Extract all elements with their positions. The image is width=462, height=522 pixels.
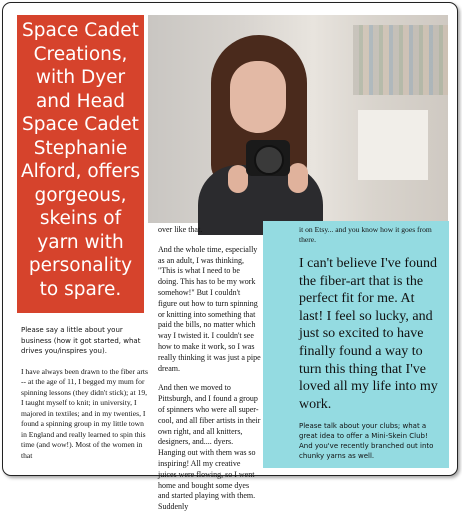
portrait-photo <box>148 15 448 223</box>
col2-para-3: And then we moved to Pittsburgh, and I found a group of spinners who were all super-cool, and all fiber artists in their own right, and all knitters, designers, and.... dyers. Hanging out with them was so inspiring! All my creative juices were flowing, so I went home and bought some dyes and started playing with them. Suddenly <box>158 383 261 512</box>
window-light <box>358 110 428 180</box>
hand-right <box>288 163 308 193</box>
question-2: Please talk about your clubs; what a great idea to offer a Mini-Skein Club! And you've recently branched out into chunky yarns as well. <box>299 422 434 461</box>
hand-left <box>228 165 248 193</box>
pull-quote: I can't believe I've found the fiber-art that is the perfect fit for me. At last! I feel so lucky, and just so excited to have finally found a way to turn this thing that I've loved all my life into my work. <box>299 256 438 412</box>
column-2 <box>158 225 261 522</box>
headline-box <box>17 15 144 313</box>
camera-lens <box>254 145 284 175</box>
headline: Space Cadet Creations, with Dyer and Head Space Cadet Stephanie Alford, offers gorgeous, skeins of yarn with personality to spare. <box>20 20 141 300</box>
col2-para-2: And the whole time, especially as an adult, I was thinking, "This is what I need to be doing. This has to be my work somehow!" But I couldn't figure out how to turn spinning or knitting into something that paid the bills, no matter which way I twisted it. I couldn't see how to make it work, so I was really thinking it was just a pipe dream. <box>158 244 261 373</box>
column-1 <box>21 325 149 461</box>
column-3 <box>299 225 439 461</box>
answer-1: I have always been drawn to the fiber arts -- at the age of 11, I begged my mum for spinning lessons (they didn't stick); at 19, I taught myself to knit; in university, I majored in textiles; and in my twenties, I found a spinning group in my little town in England and really learned to spin this time (and wow!). Most of the women in that <box>21 366 148 460</box>
question-1: Please say a little about your business (how it got started, what drives you/inspires you). <box>21 326 141 355</box>
page-frame <box>2 2 458 512</box>
face-shape <box>230 61 286 133</box>
col3-top-text: it on Etsy... and you know how it goes from there. <box>299 225 432 244</box>
yarn-shelf <box>353 25 448 95</box>
col2-para-1: over like that. <box>158 225 203 234</box>
